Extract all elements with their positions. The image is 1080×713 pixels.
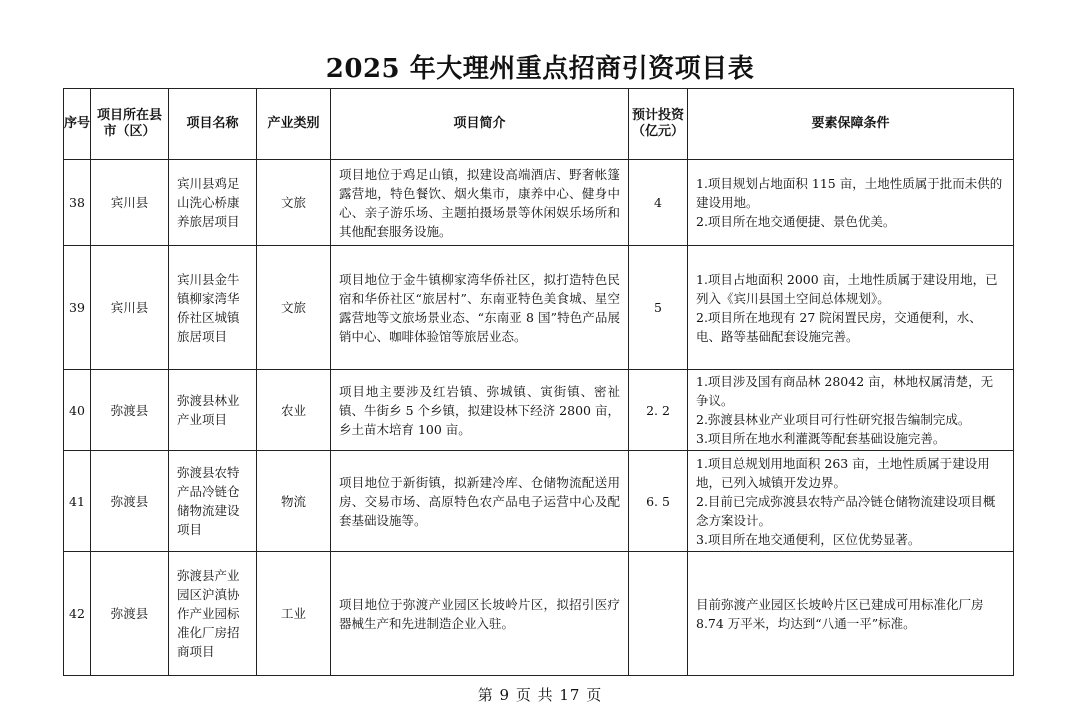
row-name: 宾川县金牛镇柳家湾华侨社区城镇旅居项目 xyxy=(177,271,240,344)
row-conditions-cell xyxy=(688,370,1014,451)
condition-line: 1.项目占地面积 2000 亩，土地性质属于建设用地，已列入《宾川县国土空间总体规划》。 xyxy=(696,271,998,306)
header-name: 项目名称 xyxy=(169,89,257,160)
row-name-cell xyxy=(169,246,257,370)
row-county: 弥渡县 xyxy=(91,451,169,552)
header-county: 项目所在县市（区） xyxy=(91,89,169,160)
table-row xyxy=(64,160,1014,246)
row-conditions-cell xyxy=(688,552,1014,676)
row-investment: 4 xyxy=(629,160,688,246)
row-name-cell xyxy=(169,552,257,676)
condition-line: 2.项目所在地交通便捷、景色优美。 xyxy=(696,214,896,229)
row-county: 宾川县 xyxy=(91,160,169,246)
row-conditions xyxy=(688,174,1013,231)
row-name: 弥渡县农特产品冷链仓储物流建设项目 xyxy=(177,465,240,537)
row-investment: 6. 5 xyxy=(629,451,688,552)
row-intro-cell xyxy=(331,370,629,451)
row-intro: 项目地位于新街镇，拟新建冷库、仓储物流配送用房、交易市场、高原特色农产品电子运营中心及配套基础设施等。 xyxy=(339,474,620,528)
row-name-cell xyxy=(169,160,257,246)
table-row xyxy=(64,246,1014,370)
row-no: 41 xyxy=(64,451,91,552)
row-conditions xyxy=(688,595,1013,633)
row-investment: 5 xyxy=(629,246,688,370)
row-no: 38 xyxy=(64,160,91,246)
header-conditions: 要素保障条件 xyxy=(688,89,1014,160)
row-conditions xyxy=(688,454,1013,549)
condition-line: 1.项目总规划用地面积 263 亩，土地性质属于建设用地，已列入城镇开发边界。 xyxy=(696,455,990,490)
row-no: 39 xyxy=(64,246,91,370)
row-category: 农业 xyxy=(257,370,331,451)
row-name-cell xyxy=(169,370,257,451)
projects-table xyxy=(63,88,1014,676)
row-county: 弥渡县 xyxy=(91,370,169,451)
row-conditions-cell xyxy=(688,246,1014,370)
row-investment xyxy=(629,552,688,676)
row-category: 物流 xyxy=(257,451,331,552)
condition-line: 2.项目所在地现有 27 院闲置民房，交通便利，水、电、路等基础配套设施完善。 xyxy=(696,309,982,344)
condition-line: 3.项目所在地交通便利，区位优势显著。 xyxy=(696,531,921,547)
condition-line: 目前弥渡产业园区长坡岭片区已建成可用标准化厂房 8.74 万平米，均达到“八通一平”标准。 xyxy=(696,596,984,631)
table-header-row xyxy=(64,89,1014,160)
condition-line: 2.目前已完成弥渡县农特产品冷链仓储物流建设项目概念方案设计。 xyxy=(696,493,996,528)
header-category: 产业类别 xyxy=(257,89,331,160)
row-intro-cell xyxy=(331,246,629,370)
condition-line: 3.项目所在地水利灌溉等配套基础设施完善。 xyxy=(696,431,946,446)
row-name: 弥渡县林业产业项目 xyxy=(177,393,240,427)
page-footer: 第 9 页 共 17 页 xyxy=(477,686,603,704)
row-conditions-cell xyxy=(688,451,1014,552)
row-investment: 2. 2 xyxy=(629,370,688,451)
header-investment: 预计投资（亿元） xyxy=(629,89,688,160)
row-category: 工业 xyxy=(257,552,331,676)
condition-line: 2.弥渡县林业产业项目可行性研究报告编制完成。 xyxy=(696,412,971,427)
row-name: 弥渡县产业园区沪滇协作产业园标准化厂房招商项目 xyxy=(177,568,240,659)
page-title: 2025 年大理州重点招商引资项目表 xyxy=(325,54,755,84)
row-name-cell xyxy=(169,451,257,552)
row-intro: 项目地位于鸡足山镇，拟建设高端酒店、野奢帐篷露营地，特色餐饮、烟火集市，康养中心、健身中心、亲子游乐场、主题拍摄场景等休闲娱乐场所和其他配套服务设施。 xyxy=(339,166,620,239)
row-intro-cell xyxy=(331,552,629,676)
table-row xyxy=(64,370,1014,451)
header-intro: 项目简介 xyxy=(331,89,629,160)
row-conditions-cell xyxy=(688,160,1014,246)
table-row xyxy=(64,552,1014,676)
row-intro: 项目地位于金牛镇柳家湾华侨社区，拟打造特色民宿和华侨社区“旅居村”、东南亚特色美食城、星空露营地等文旅场景业态、“东南亚 8 国”特色产品展销中心、咖啡体验馆等旅居业态。 xyxy=(339,271,620,344)
row-category: 文旅 xyxy=(257,160,331,246)
row-county: 弥渡县 xyxy=(91,552,169,676)
row-intro-cell xyxy=(331,160,629,246)
header-no: 序号 xyxy=(64,89,91,160)
row-intro: 项目地位于弥渡产业园区长坡岭片区，拟招引医疗器械生产和先进制造企业入驻。 xyxy=(339,596,620,631)
row-conditions xyxy=(688,270,1013,346)
row-no: 40 xyxy=(64,370,91,451)
table-row xyxy=(64,451,1014,552)
condition-line: 1.项目规划占地面积 115 亩，土地性质属于批而未供的建设用地。 xyxy=(696,176,1003,210)
row-name: 宾川县鸡足山洗心桥康养旅居项目 xyxy=(177,176,240,229)
row-county: 宾川县 xyxy=(91,246,169,370)
row-no: 42 xyxy=(64,552,91,676)
row-intro-cell xyxy=(331,451,629,552)
row-conditions xyxy=(688,372,1013,448)
condition-line: 1.项目涉及国有商品林 28042 亩，林地权属清楚，无争议。 xyxy=(696,374,994,408)
row-intro: 项目地主要涉及红岩镇、弥城镇、寅街镇、密祉镇、牛街乡 5 个乡镇，拟建设林下经济 2800 亩，乡土苗木培育 100 亩。 xyxy=(339,383,620,437)
row-category: 文旅 xyxy=(257,246,331,370)
